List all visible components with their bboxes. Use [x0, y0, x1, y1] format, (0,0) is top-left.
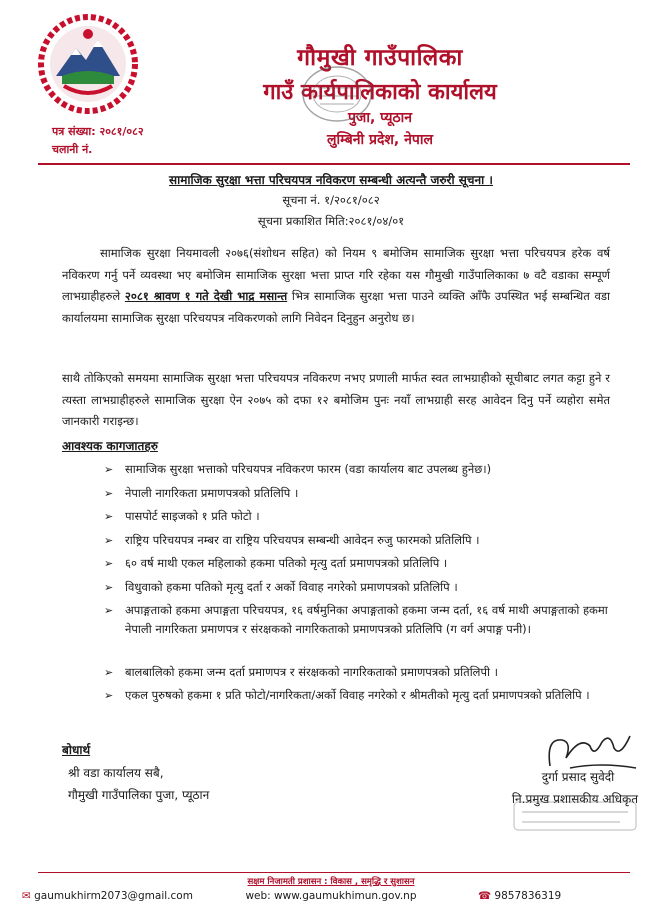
nepal-emblem-logo: [38, 14, 138, 114]
list-item: ➢ नेपाली नागरिकता प्रमाणपत्रको प्रतिलिपि ।: [125, 484, 615, 503]
list-item: ➢ बालबालिको हकमा जन्म दर्ता प्रमाणपत्र र संरक्षकको नागरिकताको प्रमाणपत्रको प्रतिलिपी ।: [125, 663, 615, 682]
arrow-bullet-icon: ➢: [104, 557, 114, 570]
office-subtitle: गाउँ कार्यपालिकाको कार्यालय: [263, 80, 497, 105]
notice-paragraph-2: साथै तोकिएको समयमा सामाजिक सुरक्षा भत्ता परिचयपत्र नविकरण नभए प्रणाली मार्फत स्वत लाभग्राहीको सूचीबाट लगत कट्टा हुने र त्यस्ता लाभग्राहीहरुले सामाजिक सुरक्षा ऐन २०७५ को दफा १२ बमोजिम पुनः नयाँ लाभग्राही सरह आवेदन दिनु पर्ने व्यहोरा समेत जानकारी गराइन्छ।: [62, 371, 610, 428]
office-stamp: [300, 64, 374, 124]
arrow-bullet-icon: ➢: [104, 581, 114, 594]
footer-slogan: सक्षम निजामती प्रशासन : विकास , समृद्धि र सुशासन: [247, 877, 415, 887]
official-stamp: [510, 798, 640, 834]
signatory-name: दुर्गा प्रसाद सुवेदी: [541, 770, 615, 784]
arrow-bullet-icon: ➢: [104, 604, 114, 617]
letter-number: पत्र संख्या: २०८१/०८२: [52, 125, 144, 138]
copy-to-heading: बोधार्थ: [62, 743, 91, 757]
arrow-bullet-icon: ➢: [104, 463, 114, 476]
footer-website[interactable]: web: www.gaumukhimun.gov.np: [245, 890, 417, 902]
arrow-bullet-icon: ➢: [104, 510, 114, 523]
office-place: पुजा, प्यूठान: [347, 110, 413, 126]
arrow-bullet-icon: ➢: [104, 534, 114, 547]
list-item: ➢ अपाङ्गताको हकमा अपाङ्गता परिचयपत्र, १६ वर्षमुनिका अपाङ्गताको हकमा जन्म दर्ता, १६ वर्ष माथी अपाङ्गताको हकमा नेपाली नागरिकता प्रमाणपत्र र संरक्षकको नागरिकताको प्रमाणपत्रको प्रतिलिपि (ग वर्ग अपाङ्ग पनी)।: [104, 603, 608, 636]
office-name: गौमुखी गाउँपालिका: [297, 45, 463, 71]
dispatch-number: चलानी नं.: [52, 143, 93, 156]
list-item: ➢ पासपोर्ट साइजको १ प्रति फोटो ।: [125, 507, 615, 526]
notice-title: सामाजिक सुरक्षा भत्ता परिचयपत्र नविकरण सम्बन्धी अत्यन्तै जरुरी सूचना ।: [169, 173, 493, 187]
footer-divider: [38, 872, 630, 873]
footer-email[interactable]: ✉ gaumukhirm2073@gmail.com: [22, 890, 193, 902]
email-icon: ✉: [22, 890, 35, 902]
copy-to-line-1: श्री वडा कार्यालय सबै,: [68, 766, 164, 780]
requirements-heading: आवश्यक कागजातहरु: [62, 439, 158, 453]
deadline-highlight: २०८१ श्रावण १ गते देखी भाद्र मसान्त: [124, 289, 288, 303]
list-item: ➢ एकल पुरुषको हकमा १ प्रति फोटो/नागरिकता/अर्को विवाह नगरेको र श्रीमतीको मृत्यु दर्ता प्रमाणपत्रको प्रतिलिपि ।: [125, 686, 615, 705]
office-province: लुम्बिनी प्रदेश, नेपाल: [327, 132, 433, 148]
arrow-bullet-icon: ➢: [104, 487, 114, 500]
list-item: ➢ राष्ट्रिय परिचयपत्र नम्बर वा राष्ट्रिय परिचयपत्र सम्बन्धी आवेदन रुजु फारमको प्रतिलिपि ।: [125, 531, 615, 550]
copy-to-line-2: गौमुखी गाउँपालिका पुजा, प्यूठान: [68, 788, 210, 802]
arrow-bullet-icon: ➢: [104, 689, 114, 702]
notice-published-date: सूचना प्रकाशित मिति:२०८१/०४/०१: [257, 214, 405, 228]
phone-icon: ☎: [478, 890, 495, 902]
notice-paragraph-1: सामाजिक सुरक्षा नियमावली २०७६(संशोधन सहित) को नियम ९ बमोजिम सामाजिक सुरक्षा भत्ता परिचयपत्र हरेक वर्ष नविकरण गर्नु पर्ने व्यवस्था भए बमोजिम सामाजिक सुरक्षा भत्ता प्राप्त गरि रहेका यस गौमुखी गाउँपालिकाका ७ वटै वडाका सम्पूर्ण लाभग्राहीहरुले २०८१ श्रावण १ गते देखी भाद्र मसान्त भित्र सामाजिक सुरक्षा भत्ता पाउने व्यक्ति आँफै उपस्थित भई सम्बन्धित वडा कार्यालयमा सामाजिक सुरक्षा परिचयपत्र नविकरणको लागि निवेदन दिनुहुन अनुरोध छ।: [62, 246, 610, 325]
list-item: ➢ ६० वर्ष माथी एकल महिलाको हकमा पतिको मृत्यु दर्ता प्रमाणपत्रको प्रतिलिपि ।: [125, 554, 615, 573]
list-item: ➢ सामाजिक सुरक्षा भत्ताको परिचयपत्र नविकरण फारम (वडा कार्यालय बाट उपलब्ध हुनेछ।): [125, 460, 615, 479]
signatory-title: नि.प्रमुख प्रशासकीय अधिकृत: [511, 792, 639, 806]
footer-phone[interactable]: ☎ 9857836319: [478, 890, 562, 902]
notice-number: सूचना नं. १/२०८१/०८२: [282, 193, 380, 207]
header-divider: [38, 163, 630, 165]
list-item: ➢ विधुवाको हकमा पतिको मृत्यु दर्ता र अर्को विवाह नगरेको प्रमाणपत्रको प्रतिलिपि ।: [125, 578, 615, 597]
arrow-bullet-icon: ➢: [104, 666, 114, 679]
